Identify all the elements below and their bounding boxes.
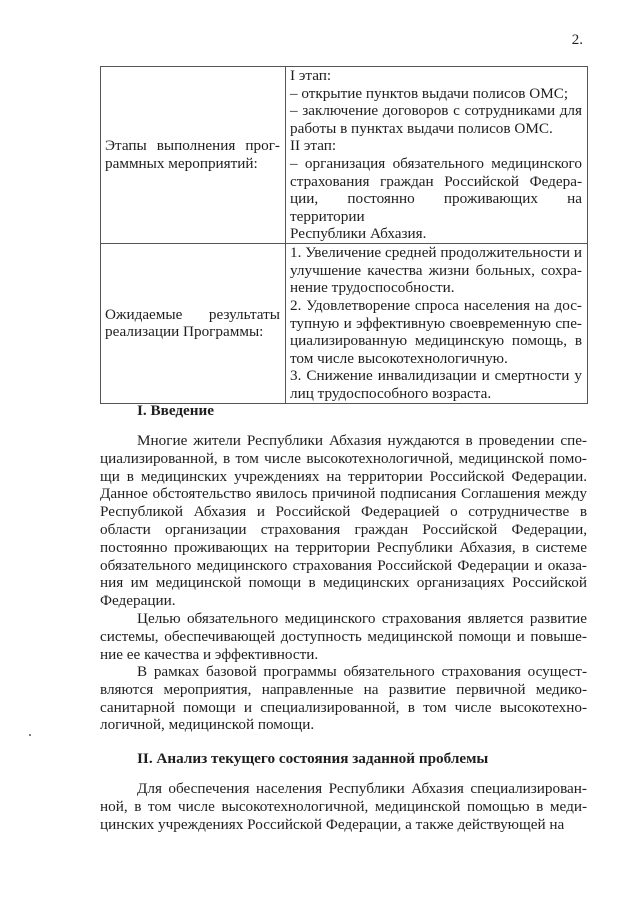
text-line: щи в медицинских учреждениях на территории Российской Федерации. <box>100 467 587 485</box>
section-title-introduction: I. Введение <box>137 402 215 419</box>
text-line: ние ее качества и эффективности. <box>100 645 319 663</box>
label-line: раммных мероприятий: <box>105 154 258 172</box>
value-line: Республики Абхазия. <box>290 225 427 243</box>
value-line: 3. Снижение инвалидизации и смертности у <box>290 367 582 385</box>
value-line: I этап: <box>290 67 332 84</box>
value-line: 1. Увеличение средней продолжительности и <box>290 244 582 262</box>
value-line: – заключение договоров с сотрудниками для <box>290 102 582 120</box>
label-line: реализации Программы: <box>105 323 264 341</box>
value-line: работы в пунктах выдачи полисов ОМС. <box>290 119 553 137</box>
value-line: – открытие пунктов выдачи полисов ОМС; <box>290 84 569 102</box>
row-label-stages <box>101 67 286 244</box>
value-line: – организация обязательного медицинского <box>290 154 582 172</box>
page-number: 2. <box>571 32 583 48</box>
text-line: Многие жители Республики Абхазия нуждаются в проведении спе- <box>137 432 587 449</box>
program-passport-table <box>100 66 588 404</box>
label-line: Этапы выполнения прог- <box>105 137 280 155</box>
text-line: В рамках базовой программы обязательного страхования осущест- <box>137 663 587 680</box>
value-line: лиц трудоспособного возраста. <box>290 385 492 403</box>
text-line: Федерации. <box>100 592 176 610</box>
value-line: том числе высокотехнологичную. <box>290 349 508 367</box>
row-value-stages <box>286 67 588 244</box>
value-line: циализированную медицинскую помощь, в <box>290 332 582 350</box>
value-line: 2. Удовлетворение спроса населения на дос- <box>290 297 582 315</box>
table-row <box>101 243 588 403</box>
value-line: страхования граждан Российской Федера- <box>290 172 582 190</box>
paragraph-analysis-1 <box>100 780 587 833</box>
paragraph-intro-1 <box>100 432 587 610</box>
text-line: циализированной, в том числе высокотехнологичной, медицинской помо- <box>100 449 587 467</box>
text-line: области организации страхования граждан Российской Федерации, <box>100 520 587 538</box>
text-line: системы, обеспечивающей доступность медицинской помощи и повыше- <box>100 627 587 645</box>
paragraph-intro-3 <box>100 663 587 734</box>
value-line: тупную и эффективную своевременную спе- <box>290 314 582 332</box>
text-line: обязательного медицинского страхования Российской Федерации и оказа- <box>100 556 587 574</box>
row-label-results <box>101 243 286 403</box>
label-line: Ожидаемые результаты <box>105 305 280 323</box>
scan-speck <box>29 734 31 736</box>
text-line: ной, в том числе высокотехнологичной, медицинской помощью в меди- <box>100 797 587 815</box>
paragraph-intro-2 <box>100 610 587 663</box>
text-line: вляются мероприятия, направленные на развитие первичной медико- <box>100 680 587 698</box>
text-line: Для обеспечения населения Республики Абхазия специализирован- <box>137 780 587 797</box>
text-line: Данное обстоятельство явилось причиной подписания Соглашения между <box>100 485 587 503</box>
value-line: ции, постоянно проживающих на территории <box>290 190 582 225</box>
value-line: улучшение качества жизни больных, сохра- <box>290 261 582 279</box>
row-value-results <box>286 243 588 403</box>
text-line: логичной, медицинской помощи. <box>100 716 315 734</box>
text-line: ния им медицинской помощи в медицинских организациях Российской <box>100 574 587 592</box>
text-line: цинских учреждениях Российской Федерации, а также действующей на <box>100 815 565 833</box>
text-line: Республикой Абхазия и Российской Федерацией о сотрудничестве в <box>100 503 587 521</box>
value-line: нение трудоспособности. <box>290 279 455 297</box>
table-row <box>101 67 588 244</box>
value-line: II этап: <box>290 137 337 155</box>
text-line: санитарной помощи и специализированной, в том числе высокотехно- <box>100 698 587 716</box>
text-line: постоянно проживающих на территории Республики Абхазия, в системе <box>100 538 587 556</box>
text-line: Целью обязательного медицинского страхования является развитие <box>137 610 587 627</box>
section-title-analysis: II. Анализ текущего состояния заданной проблемы <box>137 750 489 767</box>
